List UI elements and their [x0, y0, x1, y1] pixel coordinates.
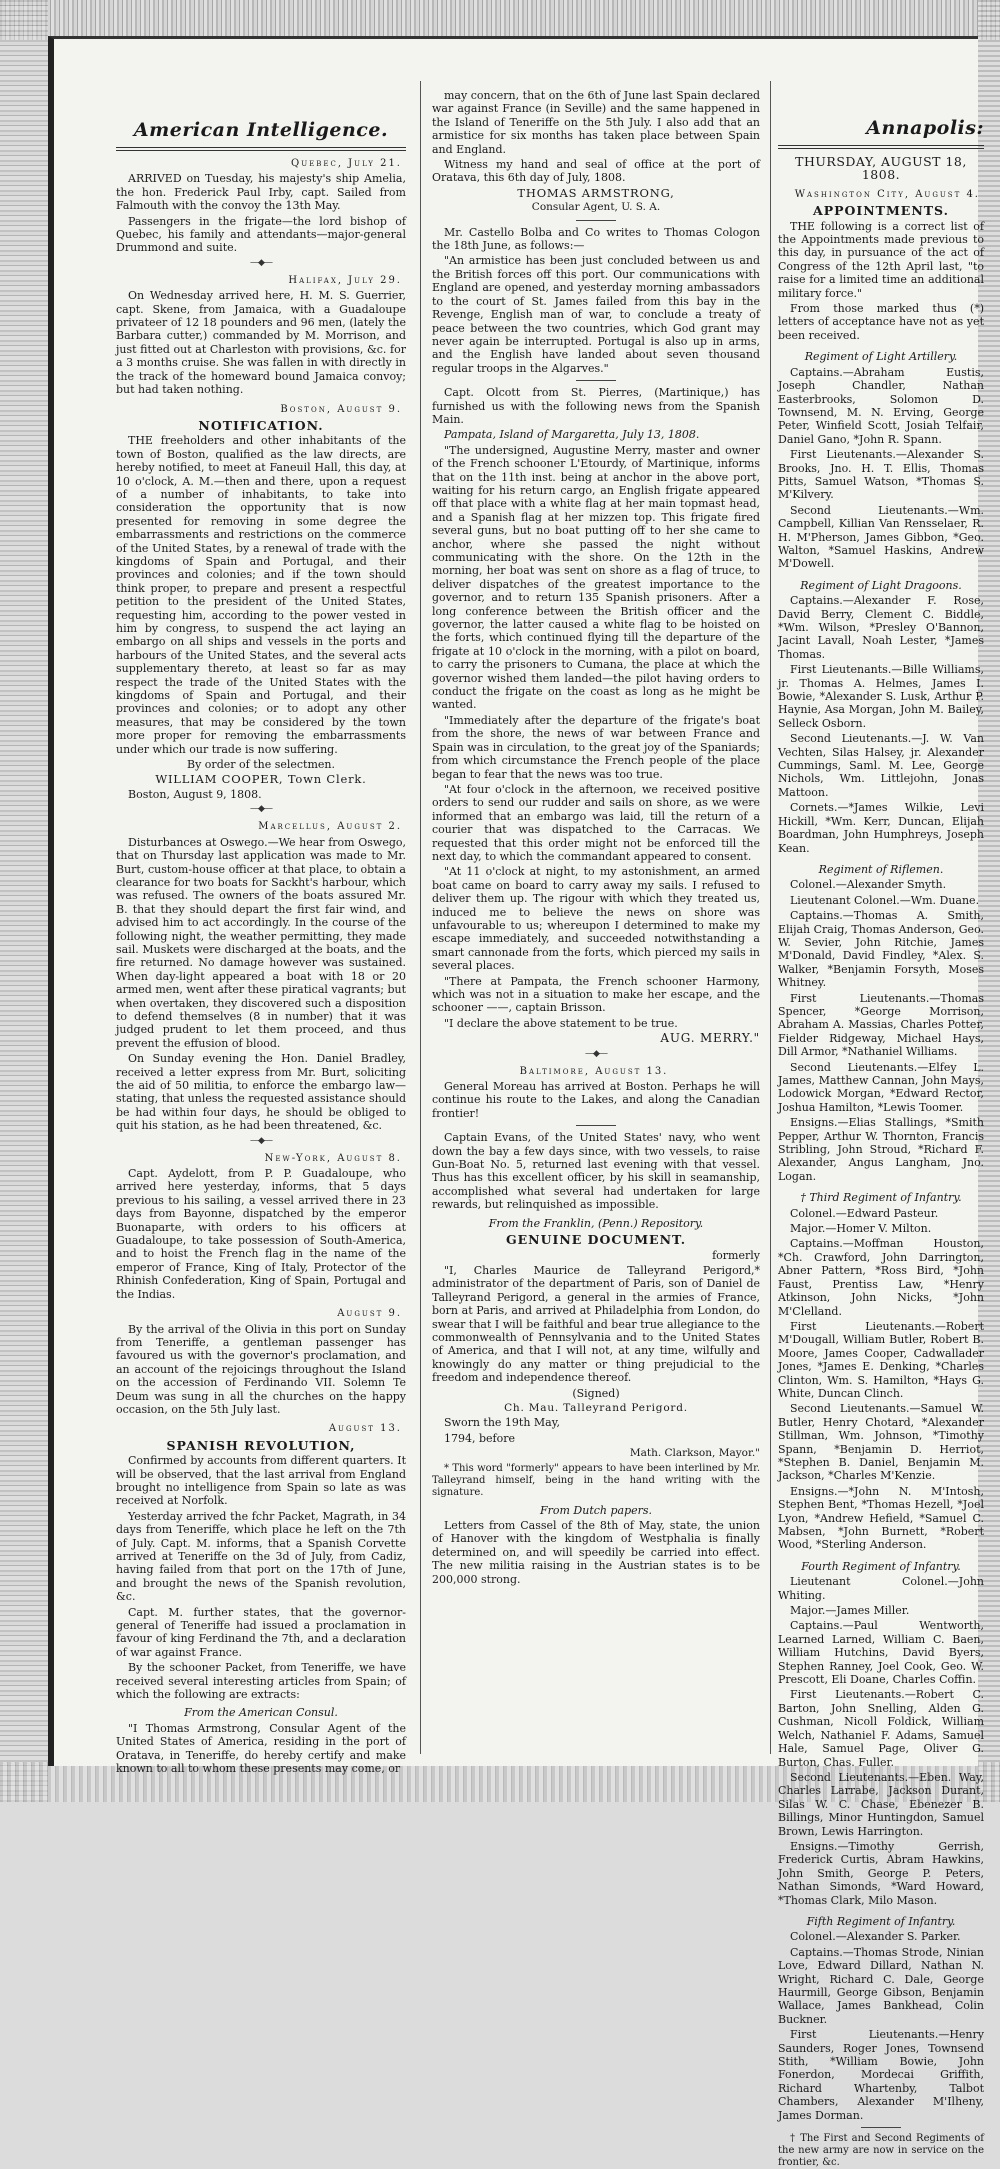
article-pampata-7: "I declare the above statement to be true. [444, 1016, 678, 1030]
signature-talleyrand: Ch. Mau. Talleyrand Perigord. [504, 1401, 688, 1414]
article-halifax: On Wednesday arrived here, H. M. S. Guerrier, capt. Skene, from Jamaica, with a Guadaloupe privateer of 12 18 pounders and 96 men, (lately the Barbara cutter,) commanded by M. Morrison, and just fitted out at Charleston with provisions, &c. for a 3 months cruise. She was fallen in with directly in the track of the homeward bound Jamaica convoy; but had taken nothing. [116, 289, 406, 397]
article-pampata-2: "The undersigned, Augustine Merry, master and owner of the French schooner L'Etourdy, of Martinique, informs that on the 11th inst. being at anchor in the above port, waiting for his return cargo, an English frigate appeared off that place with a white flag at her main topmast head, and a Spanish flag at her mizzen top. This frigate fired several guns, but no boat putting off to her she came to anchor, where she passed the night without communicating with the shore. On the 12th in the morning, her boat was sent on shore as a flag of truce, to deliver dispatches of the greatest importance to the governor, and to return 135 Spanish prisoners. After a long conference between the British officer and the governor, the latter caused a white flag to be hoisted on the forts, which continued flying till the departure of the frigate at 10 o'clock in the morning, with a pilot on board, to carry the prisoners to Cumana, the place at which the governor wished them landed—the pilot having orders to conduct the frigate on the coast as long as he might be wanted. [432, 443, 760, 712]
newspaper-page [48, 36, 984, 2169]
footnote-regiments: † The First and Second Regiments of the new army are now in service on the frontier, &c. [778, 2133, 984, 2169]
fourth-infantry-second-lieutenants: Second Lieutenants.—Eben. Way, Charles Larrabe, Jackson Durant, Silas W. C. Chase, Ebenezer B. Billings, Minor Huntingdon, Samuel Brown, Lewis Harrington. [778, 1770, 984, 1838]
article-consul-witness: Witness my hand and seal of office at the port of Oratava, this 6th day of July, 1808. [432, 158, 760, 185]
dateline-aug-13: August 13. [328, 1423, 402, 1435]
by-order: By order of the selectmen. [187, 758, 335, 772]
fourth-infantry-lt-colonel: Lieutenant Colonel.—John Whiting. [778, 1575, 984, 1602]
regiment-light-dragoons: Regiment of Light Dragoons. [800, 578, 962, 592]
signature-armstrong-title: Consular Agent, U. S. A. [531, 201, 661, 214]
regiment-fifth-infantry: Fifth Regiment of Infantry. [806, 1914, 956, 1928]
riflemen-second-lieutenants: Second Lieutenants.—Elfey L. James, Matthew Cannan, John Mays, Lodowick Morgan, *Edward Rector, Joshua Hamilton, *Lewis Toomer. [778, 1060, 984, 1114]
third-infantry-major: Major.—Homer V. Milton. [790, 1222, 932, 1236]
regiment-third-infantry: † Third Regiment of Infantry. [800, 1191, 962, 1205]
masthead-annapolis: Annapolis: [866, 117, 984, 139]
article-notification: THE freeholders and other inhabitants of the town of Boston, qualified as the law directs, are hereby notified, to meet at Faneuil Hall, this day, at 10 o'clock, A. M.—then and there, upon a request of a number of inhabitants, to take into consideration the opportunity that is now presented for removing in some degree the embarrassments and restrictions on the commerce of the United States, by a renewal of trade with the kingdoms of Spain and Portugal, and their provinces and colonies; and if the town should think proper, to prepare and present a respectful petition to the president of the United States, requesting him, according to the power vested in him by congress, to suspend the act laying an embargo on all ships and vessels in the ports and harbours of the United States, and the several acts supplementary thereto, at least so far as may respect the trade of the United States with the kingdoms of Spain and Portugal, and their provinces and colonies; or to adopt any other measures, that may be considered by the town more proper for removing the embarrassments under which our trade is now suffering. [116, 434, 406, 756]
subheading-dutch: From Dutch papers. [539, 1503, 653, 1517]
light-artillery-captains: Captains.—Abraham Eustis, Joseph Chandler, Nathan Easterbrooks, Solomon D. Townsend, M. N. Erving, George Peter, Winfield Scott, Josiah Telfair, Daniel Gano, *John R. Spann. [778, 365, 984, 446]
light-dragoons-captains: Captains.—Alexander F. Rose, David Berry, Clement C. Biddle, *Wm. Wilson, *Presley O'Bannon, Jacint Lavall, Noah Lester, *James Thomas. [778, 594, 984, 661]
article-revolution-3: Capt. M. further states, that the governor-general of Teneriffe had issued a proclamation in favour of king Ferdinand the 7th, and a declaration of war against France. [116, 1605, 406, 1659]
article-quebec-1: ARRIVED on Tuesday, his majesty's ship Amelia, the hon. Frederick Paul Irby, capt. Sailed from Falmouth with the convoy the 13th May. [116, 172, 406, 213]
dateline-quebec: Quebec, July 21. [291, 158, 402, 169]
fourth-infantry-major: Major.—James Miller. [790, 1604, 910, 1618]
scan-edge-top [0, 0, 1000, 40]
sworn-line-1: Sworn the 19th May, [444, 1416, 560, 1430]
appointments-intro: THE following is a correct list of the Appointments made previous to this day, in pursuance of the act of Congress of the 12th April last, "to raise for a limited time an additional military force." [778, 219, 984, 300]
article-revolution-2: Yesterday arrived the fchr Packet, Magrath, in 34 days from Teneriffe, which place he left on the 7th of July. Capt. M. informs, that a Spanish Corvette arrived at Teneriffe on the 3d of July, from Cadiz, having failed from that port on the 17th of June, and brought the news of the Spanish revolution, &c. [116, 1509, 406, 1604]
article-bolba: Mr. Castello Bolba and Co writes to Thomas Cologon the 18th June, as follows:— [432, 225, 760, 253]
signature-armstrong: THOMAS ARMSTRONG, [517, 185, 675, 200]
signature-clarkson: Math. Clarkson, Mayor." [629, 1447, 760, 1460]
dateline-aug-9: August 9. [337, 1308, 402, 1320]
article-pampata-5: "At 11 o'clock at night, to my astonishment, an armed boat came on board to carry away my sails. I refused to deliver them up. The rigour with which they treated us, induced me to believe the news on shore was unfavourable to us; whereupon I determined to make my escape immediately, and succeeded notwithstanding a smart cannonade from the forts, which pierced my sails in several places. [432, 865, 760, 973]
heading-notification: NOTIFICATION. [198, 417, 324, 433]
article-consul: "I Thomas Armstrong, Consular Agent of the United States of America, residing in the port of Oratava, in Teneriffe, do hereby certify and make known to all to whom these presents may come, or [116, 1721, 406, 1776]
ornament-divider: —◆— [250, 257, 272, 268]
ornament-divider: —◆— [250, 1135, 272, 1146]
article-consul-cont: may concern, that on the 6th of June last Spain declared war against France (in Seville) and the same happened in the Island of Teneriffe on the 5th July. I also add that an armistice for six months has taken place between Spain and England. [432, 89, 760, 156]
clerk-date: Boston, August 9, 1808. [128, 787, 262, 801]
column-american-intelligence [116, 39, 406, 1776]
signature-merry: AUG. MERRY." [660, 1031, 760, 1046]
dateline-washington: Washington City, August 4. [794, 188, 980, 200]
article-evans: Captain Evans, of the United States' navy, who went down the bay a few days since, with two vessels, to raise Gun-Boat No. 5, returned last evening with that vessel. Thus has this excellent officer, by his skill in seamanship, accomplished what several had undertaken for large rewards, but relinquished as impossible. [432, 1131, 760, 1212]
appointments-intro-2: From those marked thus (*) letters of acceptance have not as yet been received. [778, 302, 984, 342]
signature-clerk: WILLIAM COOPER, Town Clerk. [155, 772, 367, 787]
column-rule-2 [770, 81, 771, 1754]
dateline-new-york: New-York, August 8. [264, 1152, 402, 1164]
riflemen-captains: Captains.—Thomas A. Smith, Elijah Craig, Thomas Anderson, Geo. W. Sevier, John Ritchie, James M'Donald, David Findley, *Alex. S. Walker, *Benjamin Forsyth, Moses Whitney. [778, 909, 984, 990]
article-pampata-dateline: Pampata, Island of Margaretta, July 13, 1808. [444, 428, 700, 442]
ornament-divider: —◆— [585, 1048, 607, 1059]
regiment-light-artillery: Regiment of Light Artillery. [804, 350, 958, 364]
article-pampata-4: "At four o'clock in the afternoon, we received positive orders to send our rudder and sails on shore, as we were informed that an embargo was laid, till the return of a courier that was dispatched to the Carracas. We requested that this order might not be enforced till the next day, to which the commandant appeared to consent. [432, 782, 760, 863]
regiment-fourth-infantry: Fourth Regiment of Infantry. [801, 1559, 961, 1573]
word-formerly: formerly [712, 1248, 760, 1262]
heading-genuine-document: GENUINE DOCUMENT. [505, 1232, 687, 1248]
article-moreau: General Moreau has arrived at Boston. Perhaps he will continue his route to the Lakes, and along the Canadian frontier! [432, 1080, 760, 1120]
dateline-baltimore: Baltimore, August 13. [519, 1065, 669, 1077]
scan-edge-left [0, 0, 48, 1802]
issue-date: THURSDAY, AUGUST 18, 1808. [795, 154, 967, 183]
article-aug-9: By the arrival of the Olivia in this port on Sunday from Teneriffe, a gentleman passenger has favoured us with the governor's proclamation, and an account of the rejoicings throughout the Island on the accession of Ferdinando VII. Solemn Te Deum was sung in all the churches on the happy occasion, on the 5th July last. [116, 1322, 406, 1416]
riflemen-ensigns: Ensigns.—Elias Stallings, *Smith Pepper, Arthur W. Thornton, Francis Stribling, John Stroud, *Richard F. Alexander, Angus Langham, Jno. Logan. [778, 1116, 984, 1183]
article-olcott: Capt. Olcott from St. Pierres, (Martinique,) has furnished us with the following news from the Spanish Main. [432, 386, 760, 426]
article-bolba-quote: "An armistice has been just concluded between us and the British forces off this port. Our communications with England are opened, and yesterday morning ambassadors to the court of St. James failed from this bay in the Revenge, English man of war, to conclude a treaty of peace between the two countries, which God grant may never again be interrupted. Portugal is also up in arms, and the English have landed about seven thousand regular troops in the Algarves." [432, 254, 760, 375]
article-pampata-6: "There at Pampata, the French schooner Harmony, which was not in a situation to make her escape, and the schooner ——, captain Brisson. [432, 974, 760, 1015]
regiment-riflemen: Regiment of Riflemen. [818, 862, 944, 876]
light-dragoons-second-lieutenants: Second Lieutenants.—J. W. Van Vechten, Silas Halsey, jr. Alexander Cummings, Saml. M. Lee, George Nichols, Wm. Littlejohn, Jonas Mattoon. [778, 732, 984, 799]
dateline-boston: Boston, August 9. [280, 403, 402, 415]
article-quebec-2: Passengers in the frigate—the lord bishop of Quebec, his family and attendants—major-general Drummond and suite. [116, 214, 406, 255]
dateline-marcellus: Marcellus, August 2. [258, 821, 402, 833]
article-pampata-3: "Immediately after the departure of the frigate's boat from the shore, the news of war between France and Spain was in circulation, to the great joy of the Spaniards; from which circumstance the French people of the place began to fear that the news was too true. [432, 713, 760, 781]
subheading-franklin: From the Franklin, (Penn.) Repository. [488, 1216, 704, 1230]
article-revolution-4: By the schooner Packet, from Teneriffe, we have received several interesting articles from Spain; of which the following are extracts: [116, 1661, 406, 1702]
article-new-york: Capt. Aydelott, from P. P. Guadaloupe, who arrived here yesterday, informs, that 5 days previous to his sailing, a vessel arrived there in 23 days from Bayonne, dispatched by the emperor Buonaparte, with orders to his officers at Guadaloupe, to take possession of South-America, and to hoist the French flag in the name of the emperor of France, King of Italy, Protector of the Rhinish Confederation, King of Spain, Portugal and the Indias. [116, 1167, 406, 1301]
column-middle [432, 39, 760, 1766]
light-artillery-second-lieutenants: Second Lieutenants.—Wm. Campbell, Killian Van Rensselaer, R. H. M'Pherson, James Gibbon, *Geo. Walton, *Samuel Haskins, Andrew M'Dowell. [778, 503, 984, 571]
divider [576, 1125, 616, 1126]
fifth-infantry-first-lieutenants: First Lieutenants.—Henry Saunders, Roger Jones, Townsend Stith, *William Bowie, John Fonerdon, Mordecai Griffith, Richard Whartenby, Talbot Chambers, Alexander M'Ilheny, James Dorman. [778, 2028, 984, 2122]
light-dragoons-first-lieutenants: First Lieutenants.—Bille Williams, jr. Thomas A. Helmes, James I. Bowie, *Alexander S. Lusk, Arthur P. Haynie, Asa Morgan, John M. Bailey, Selleck Osborn. [778, 663, 984, 730]
divider [861, 2127, 901, 2128]
riflemen-first-lieutenants: First Lieutenants.—Thomas Spencer, *George Morrison, Abraham A. Massias, Charles Potter, Fielder Ridgeway, Michael Hays, Dill Armor, *Nathaniel Williams. [778, 991, 984, 1059]
article-revolution-1: Confirmed by accounts from different quarters. It will be observed, that the last arrival from England brought no intelligence from Spain so late as was received at Norfolk. [116, 1454, 406, 1508]
signed: (Signed) [572, 1386, 620, 1400]
fourth-infantry-captains: Captains.—Paul Wentworth, Learned Larned, William C. Baen, William Hutchins, David Byers, Stephen Ranney, Joel Cook, Geo. W. Prescott, Eli Doane, Charles Coffin. [778, 1619, 984, 1687]
third-infantry-ensigns: Ensigns.—*John N. M'Intosh, Stephen Bent, *Thomas Hezell, *Joel Lyon, *Andrew Hefield, *Samuel C. Mabsen, *John Burnett, *Robert Wood, *Sterling Anderson. [778, 1484, 984, 1552]
sworn-line-2: 1794, before [444, 1431, 516, 1445]
fourth-infantry-first-lieutenants: First Lieutenants.—Robert C. Barton, John Snelling, Alden G. Cushman, Nicoll Foldick, William Welch, Nathaniel F. Adams, Samuel Hale, Samuel Page, Oliver G. Burton, Chas. Fuller. [778, 1688, 984, 1769]
fifth-infantry-colonel: Colonel.—Alexander S. Parker. [790, 1930, 961, 1944]
masthead-rule [116, 147, 406, 151]
fourth-infantry-ensigns: Ensigns.—Timothy Gerrish, Frederick Curtis, Abram Hawkins, John Smith, George P. Peters, Nathan Simonds, *Ward Howard, *Thomas Clark, Milo Mason. [778, 1839, 984, 1907]
third-infantry-captains: Captains.—Moffman Houston, *Ch. Crawford, John Darrington, Abner Pattern, *Ross Bird, *John Faust, Prentiss Law, *Henry Atkinson, John Nicks, *John M'Clelland. [778, 1237, 984, 1318]
subheading-consul: From the American Consul. [184, 1706, 338, 1720]
divider [576, 220, 616, 221]
riflemen-lt-colonel: Lieutenant Colonel.—Wm. Duane. [790, 893, 980, 907]
column-annapolis [778, 39, 984, 2169]
ornament-divider: —◆— [250, 804, 272, 815]
article-oswego-1: Disturbances at Oswego.—We hear from Oswego, that on Thursday last application was made to Mr. Burt, custom-house officer at that place, to obtain a clearance for two boats for Sackht's harbour, which was refused. The owners of the boats assured Mr. B. that they should depart the first fair wind, and advised him to act accordingly. In the course of the following night, the weather permitting, they made sail. Muskets were discharged at the boats, and the fire returned. No damage however was sustained. When day-light appeared a boat with 18 or 20 armed men, went after these piratical vagrants; but when overtaken, they discovered such a disposition to defend themselves (8 in number) that it was judged prudent to let them proceed, and thus prevent the effusion of blood. [116, 835, 406, 1050]
heading-spanish-revolution: SPANISH REVOLUTION, [166, 1437, 356, 1453]
masthead-rule [778, 145, 984, 149]
masthead-american-intelligence: American Intelligence. [133, 119, 389, 141]
column-rule-1 [420, 81, 421, 1754]
third-infantry-first-lieutenants: First Lieutenants.—Robert M'Dougall, William Butler, Robert B. Moore, James Cooper, Cadwallader Jones, *James E. Denking, *Charles Clinton, Wm. S. Hamilton, *Hays G. White, Duncan Clinch. [778, 1319, 984, 1400]
article-dutch: Letters from Cassel of the 8th of May, state, the union of Hanover with the kingdom of Westphalia is finally determined on, and will speedily be carried into effect. The new militia raising in the Austrian states is to be 200,000 strong. [432, 1519, 760, 1586]
riflemen-colonel: Colonel.—Alexander Smyth. [790, 878, 947, 892]
footnote-formerly: * This word "formerly" appears to have been interlined by Mr. Talleyrand himself, being in the hand writing with the signature. [432, 1462, 760, 1498]
light-artillery-first-lieutenants: First Lieutenants.—Alexander S. Brooks, Jno. H. T. Ellis, Thomas Pitts, Samuel Watson, *Thomas S. M'Kilvery. [778, 448, 984, 502]
third-infantry-colonel: Colonel.—Edward Pasteur. [790, 1206, 939, 1220]
article-oswego-2: On Sunday evening the Hon. Daniel Bradley, received a letter express from Mr. Burt, soliciting the aid of 50 militia, to enforce the embargo law—stating, that unless the requested assistance should be had within four days, he should be obliged to quit his station, as he had been threatened, &c. [116, 1052, 406, 1133]
heading-appointments: APPOINTMENTS. [813, 203, 949, 219]
divider [576, 380, 616, 381]
third-infantry-second-lieutenants: Second Lieutenants.—Samuel W. Butler, Henry Chotard, *Alexander Stillman, Wm. Johnson, *Timothy Spann, *Benjamin D. Herriot, *Stephen B. Daniel, Benjamin M. Jackson, *Charles M'Kenzie. [778, 1402, 984, 1483]
light-dragoons-cornets: Cornets.—*James Wilkie, Levi Hickill, *Wm. Kerr, Duncan, Elijah Boardman, John Humphreys, Joseph Kean. [778, 801, 984, 855]
article-talleyrand: "I, Charles Maurice de Talleyrand Perigord,* administrator of the department of Paris, son of Daniel de Talleyrand Perigord, a general in the armies of France, born at Paris, and arrived at Philadelphia from London, do swear that I will be faithful and bear true allegiance to the commonwealth of Pennsylvania and to the United States of America, and that I will not, at any time, wilfully and knowingly do any matter or thing prejudicial to the freedom and independence thereof. [432, 1263, 760, 1385]
dateline-halifax: Halifax, July 29. [288, 274, 402, 286]
fifth-infantry-captains: Captains.—Thomas Strode, Ninian Love, Edward Dillard, Nathan N. Wright, Richard C. Dale, George Haurmill, George Gibson, Benjamin Wallace, James Bankhead, Colin Buckner. [778, 1945, 984, 2026]
